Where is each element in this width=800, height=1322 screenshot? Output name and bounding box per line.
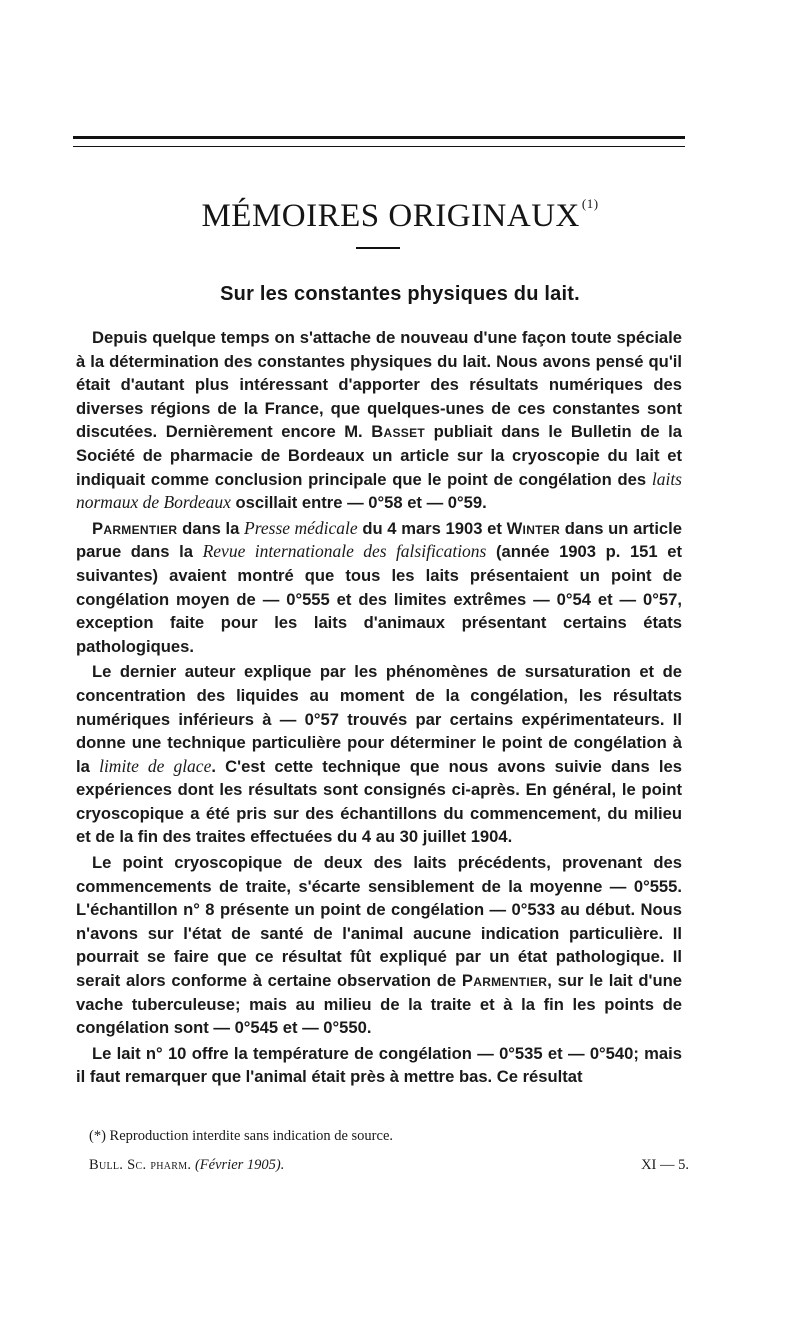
p2-text-b: du 4 mars 1903 et	[357, 518, 507, 538]
p2-italic-presse: Presse médicale	[244, 517, 358, 538]
paragraph-4	[76, 851, 682, 1040]
paragraph-3	[76, 660, 682, 849]
article-title: Sur les constantes physiques du lait.	[220, 283, 580, 305]
footer-signature: XI — 5.	[641, 1157, 689, 1173]
paragraph-1	[76, 326, 682, 515]
title-underline	[356, 247, 400, 249]
p4-text-b: , sur le lait d'une vache tuberculeuse; mais au milieu de la traite et à la fin les points de congélation sont — 0°545 et — 0°550.	[76, 971, 682, 1038]
top-double-rule-thick	[73, 136, 685, 139]
p2-italic-revue: Revue internationale des falsifications	[202, 541, 487, 562]
p1-text-b: publiait dans le Bulletin de la Société de pharmacie de Bordeaux un article sur la cryoscopie du lait et indiquait comme conclusion principale que le point de congélation des	[76, 422, 682, 489]
p1-text-a: Depuis quelque temps on s'attache de nouveau d'une façon toute spéciale à la détermination des constantes physiques du lait. Nous avons pensé qu'il était d'autant plus intéressant d'apporter des résultats numériques des diverses régions de la France, que quelques-unes de ces constantes sont discutées. Dernièrement encore M.	[76, 328, 682, 442]
title-footnote-mark: (1)	[581, 196, 599, 211]
p3-italic: limite de glace	[99, 755, 212, 776]
page-footer	[89, 1157, 689, 1174]
paragraph-2	[76, 517, 682, 659]
paragraph-5	[76, 1042, 682, 1089]
p4-text-a: Le point cryoscopique de deux des laits précédents, provenant des commencements de traite, s'écarte sensiblement de la moyenne — 0°555. L'échantillon n° 8 présente un point de congélation — 0°533 au début. Nous n'avons sur l'état de santé de l'animal aucune indication particulière. Il pourrait se faire que ce résultat fût expliqué par un état pathologique. Il serait alors conforme à certaine observation de	[76, 853, 682, 991]
article-body	[76, 326, 682, 1091]
p3-text-a: Le dernier auteur explique par les phénomènes de sursaturation et de concentration des liquides au moment de la congélation, les résultats numériques inférieurs à — 0°57 trouvés par certains expérimentateurs. Il donne une technique particulière pour déterminer le point de congélation à la	[76, 662, 682, 776]
p1-text-c: oscillait entre — 0°58 et — 0°59.	[230, 493, 487, 513]
p5-text-a: Le lait n° 10 offre la température de congélation — 0°535 et — 0°540; mais il faut remarquer que l'animal était près à mettre bas. Ce résultat	[76, 1043, 682, 1087]
section-title-text: MÉMOIRES ORIGINAUX	[201, 198, 580, 234]
p2-text-a: dans la	[177, 518, 245, 538]
p1-italic: laits normaux de Bordeaux	[76, 468, 682, 513]
p2-text-c: dans un article parue dans la	[76, 518, 682, 562]
p3-text-b: . C'est cette technique que nous avons suivie dans les expériences dont les résultats sont consignés ci-après. En général, le point cryoscopique a été pris sur des échantillons du commencement, du milieu et de la fin des traites effectuées du 4 au 30 juillet 1904.	[76, 756, 682, 847]
p2-author-parmentier: Parmentier	[92, 518, 178, 538]
top-double-rule-thin	[73, 146, 685, 147]
footnote: (*) Reproduction interdite sans indication de source.	[89, 1128, 394, 1144]
p2-text-d: (année 1903 p. 151 et suivantes) avaient montré que tous les laits présentaient un point de congélation moyen de — 0°555 et des limites extrêmes — 0°54 et — 0°57, exception faite pour les laits d'animaux présentant certains états pathologiques.	[76, 542, 683, 656]
p2-author-winter: Winter	[506, 518, 561, 538]
footer-journal: Bull. Sc. pharm.	[89, 1157, 192, 1173]
p4-author-parmentier: Parmentier	[461, 971, 548, 991]
section-title	[0, 196, 800, 235]
p1-author-basset: Basset	[371, 422, 426, 442]
footer-date: (Février 1905).	[194, 1157, 285, 1173]
